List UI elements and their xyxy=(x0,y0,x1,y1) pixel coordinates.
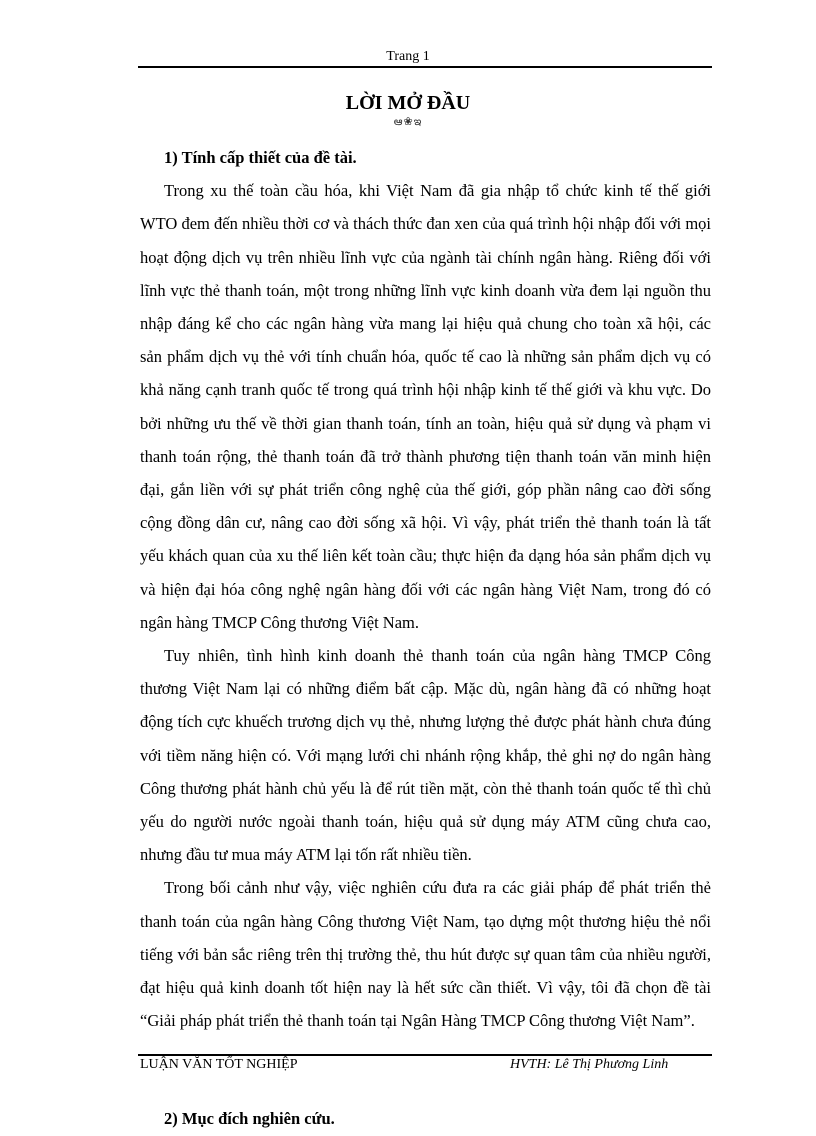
page-title: LỜI MỞ ĐẦU xyxy=(345,92,471,114)
title-ornament: ఆ❀ఇ xyxy=(393,116,423,128)
document-body xyxy=(140,141,711,1136)
section-heading: 2) Mục đích nghiên cứu. xyxy=(164,1109,335,1129)
paragraph: Trong bối cảnh như vậy, việc nghiên cứu đưa ra các giải pháp để phát triển thẻ thanh toán của ngân hàng Công thương Việt Nam, tạo dựng một thương hiệu thẻ nổi tiếng với bản sắc riêng trên thị trường thẻ, thu hút được sự quan tâm của nhiều người, đạt hiệu quả kinh doanh tốt hiện nay là hết sức cần thiết. Vì vậy, tôi đã chọn đề tài “Giải pháp phát triển thẻ thanh toán tại Ngân Hàng TMCP Công thương Việt Nam”. xyxy=(140,878,711,1031)
paragraph: Trong xu thế toàn cầu hóa, khi Việt Nam đã gia nhập tổ chức kinh tế thế giới WTO đem đến nhiều thời cơ và thách thức đan xen của quá trình hội nhập đối với mọi hoạt động dịch vụ trên nhiều lĩnh vực của ngành tài chính ngân hàng. Riêng đối với lĩnh vực thẻ thanh toán, một trong những lĩnh vực kinh doanh vừa đem lại nguồn thu nhập đáng kể cho các ngân hàng vừa mang lại hiệu quả chung cho toàn xã hội, các sản phẩm dịch vụ thẻ với tính chuẩn hóa, quốc tế cao là những sản phẩm dịch vụ có khả năng cạnh tranh quốc tế trong quá trình hội nhập kinh tế thế giới và khu vực. Do bởi những ưu thế về thời gian thanh toán, tính an toàn, hiệu quả sử dụng và phạm vi thanh toán rộng, thẻ thanh toán đã trở thành phương tiện thanh toán văn minh hiện đại, gắn liền với sự phát triển công nghệ của thế giới, góp phần nâng cao đời sống cộng đồng dân cư, nâng cao đời sống xã hội. Vì vậy, phát triển thẻ thanh toán là tất yếu khách quan của xu thế liên kết toàn cầu; thực hiện đa dạng hóa sản phẩm dịch vụ và hiện đại hóa công nghệ ngân hàng đối với các ngân hàng Việt Nam, trong đó có ngân hàng TMCP Công thương Việt Nam. xyxy=(140,181,711,632)
footer-rule xyxy=(138,1054,712,1056)
paragraph: Tuy nhiên, tình hình kinh doanh thẻ thanh toán của ngân hàng TMCP Công thương Việt Nam lại có những điểm bất cập. Mặc dù, ngân hàng đã có những hoạt động tích cực khuếch trương dịch vụ thẻ, nhưng lượng thẻ được phát hành chưa đúng với tiềm năng hiện có. Với mạng lưới chi nhánh rộng khắp, thẻ ghi nợ do ngân hàng Công thương phát hành chủ yếu là để rút tiền mặt, còn thẻ thanh toán quốc tế thì chủ yếu do người nước ngoài thanh toán, hiệu quả sử dụng máy ATM cũng chưa cao, nhưng đầu tư mua máy ATM lại tốn rất nhiều tiền. xyxy=(140,646,711,865)
header-rule xyxy=(138,66,712,68)
page-header-label: Trang 1 xyxy=(386,49,430,64)
section-heading: 1) Tính cấp thiết của đề tài. xyxy=(164,148,357,167)
footer-right-text: HVTH: Lê Thị Phương Linh xyxy=(510,1057,669,1072)
footer-left-text: LUẬN VĂN TỐT NGHIỆP xyxy=(140,1057,298,1072)
